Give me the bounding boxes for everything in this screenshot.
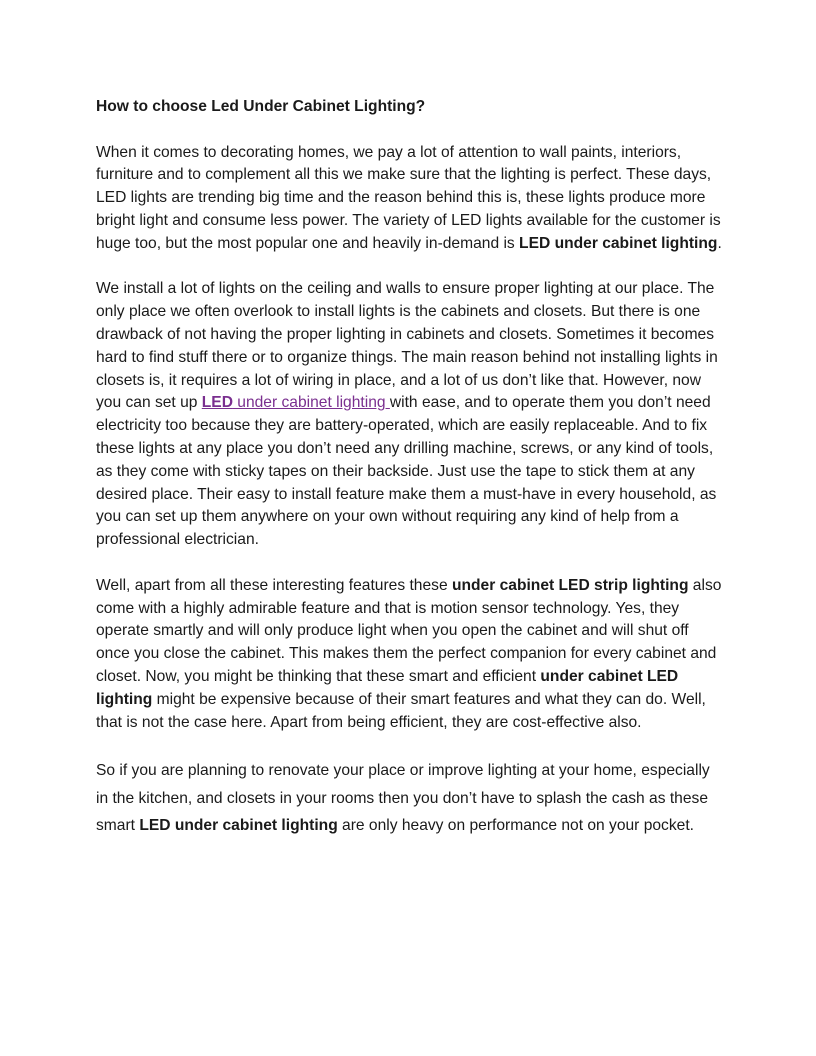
paragraph-text: When it comes to decorating homes, we pay a lot of attention to wall paints, interiors, furniture and to complement all this we make sure that the lighting is perfect. These days, LED lights are trending big time and the reason behind this is, these lights produce more bright light and consume less power. The variety of LED lights available for the customer is huge too, but the most popular one and heavily in-demand is [96, 143, 721, 252]
bold-phrase: LED under cabinet lighting [519, 234, 718, 252]
paragraph-installation [96, 278, 724, 552]
bold-phrase: under cabinet LED lighting [96, 667, 679, 708]
bold-phrase: under cabinet LED strip lighting [451, 576, 689, 594]
paragraph-text: might be expensive because of their smart features and what they can do. Well, that is not the case here. Apart from being efficient, they are cost-effective also. [96, 690, 706, 731]
bold-phrase: LED under cabinet lighting [139, 817, 338, 835]
link-bold-text: LED [201, 394, 233, 412]
paragraph-text: are only heavy on performance not on your pocket. [337, 817, 694, 835]
paragraph-text: with ease, and to operate them you don’t need electricity too because they are battery-operated, which are easily replaceable. And to fix these lights at any place you don’t need any drilling machine, screws, or any kind of tools, as they come with sticky tapes on their backside. Just use the tape to stick them at any desired place. Their easy to install feature make them a must-have in every household, as you can set up them anywhere on your own without requiring any kind of help from a professional electrician. [96, 394, 717, 549]
paragraph-features [96, 575, 724, 735]
paragraph-intro [96, 142, 724, 256]
paragraph-text: So if you are planning to renovate your place or improve lighting at your home, especially in the kitchen, and closets in your rooms then you don’t have to splash the cash as these smart [96, 762, 710, 835]
paragraph-text: We install a lot of lights on the ceiling and walls to ensure proper lighting at our place. The only place we often overlook to install lights is the cabinets and closets. But there is one drawback of not having the proper lighting in cabinets and closets. Sometimes it becomes hard to find stuff there or to organize things. The main reason behind not installing lights in closets is, it requires a lot of wiring in place, and a lot of us don’t like that. However, now you can set up [96, 280, 718, 412]
led-under-cabinet-lighting-link[interactable] [202, 394, 390, 411]
document-page [96, 96, 724, 863]
link-text: under cabinet lighting [232, 394, 390, 412]
paragraph-text: Well, apart from all these interesting features these [96, 576, 452, 594]
paragraph-text: also come with a highly admirable feature and that is motion sensor technology. Yes, they operate smartly and will only produce light when you open the cabinet and will shut off once you close the cabinet. This makes them the perfect companion for every cabinet and closet. Now, you might be thinking that these smart and efficient [96, 576, 722, 685]
paragraph-text: . [717, 234, 722, 252]
paragraph-conclusion [96, 757, 724, 840]
article-title: How to choose Led Under Cabinet Lighting? [96, 98, 426, 115]
